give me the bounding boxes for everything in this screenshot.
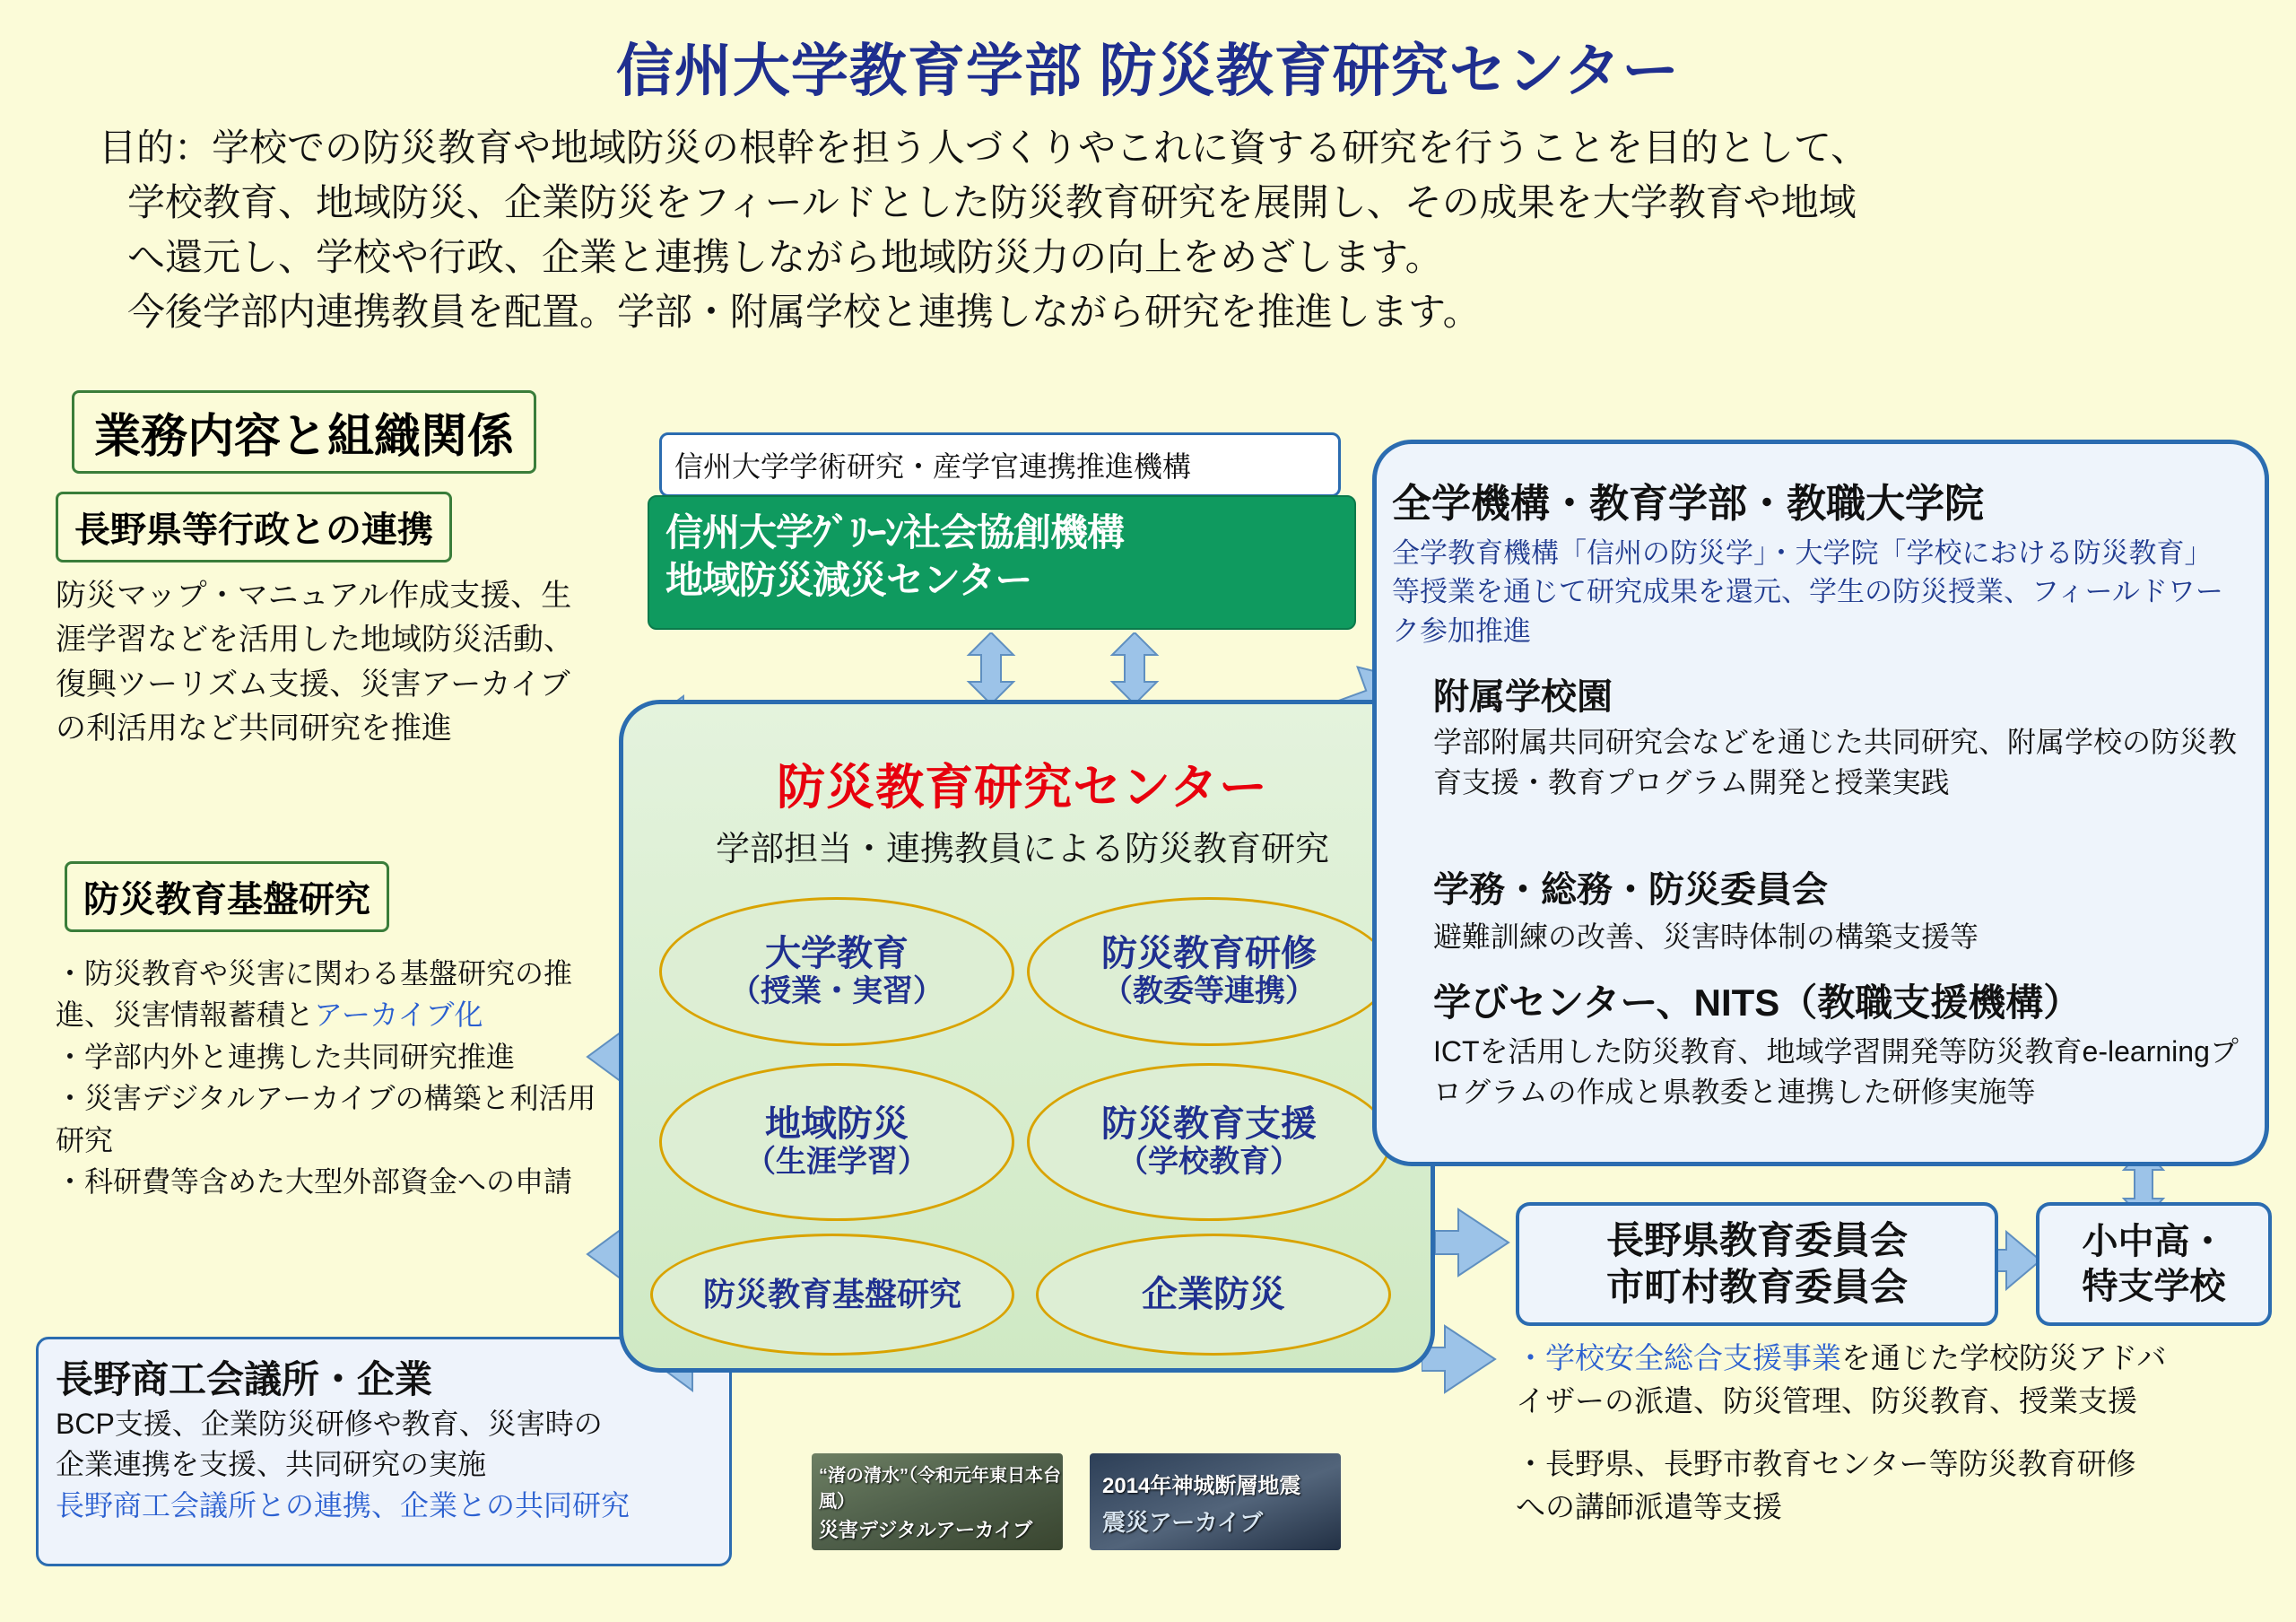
purpose-line-1: 目的：学校での防災教育や地域防災の根幹を担う人づくりやこれに資する研究を行うことを目的として、 [99,126,1869,169]
kyoiku-line2: 市町村教育委員会 [1605,1266,1908,1308]
thumb-0-caption-bottom: 災害デジタルアーカイブ [819,1519,1033,1541]
oval-1-line2: （教委等連携） [1102,974,1316,1009]
learning-center-title: 学びセンター、NITS（教職支援機構） [1433,981,2082,1024]
oval-dp-training [1027,897,1391,1046]
oval-dp-education-support [1027,1063,1391,1221]
kiban-line2: ・学部内外と連携した共同研究推進 [56,1040,516,1073]
kyoiku-line1: 長野県教育委員会 [1605,1218,1908,1261]
arrow-green-to-center-right [1103,632,1166,704]
school-line1: 小中高・ [2082,1222,2226,1261]
chamber-of-commerce-title: 長野商工会議所・企業 [56,1358,433,1400]
university-org-sub: 全学教育機構「信州の防災学」・大学院「学校における防災教育」等授業を通じて研究成果を還元、学生の防災授業、フィールドワーク参加推進 [1392,537,2223,647]
purpose-line-3: へ還元し、学校や行政、企業と連携しながら地域防災力の向上をめざします。 [127,235,1443,278]
thumb-0-caption-top: “渚の清水”（令和元年東日本台風） [819,1466,1061,1512]
thumb-1-caption-bottom: 震災アーカイブ [1102,1509,1264,1536]
green-society-center-box [648,495,1356,630]
oval-3-line1: 防災教育支援 [1101,1104,1317,1145]
oval-2-line1: 地域防災 [765,1104,909,1145]
center-subtitle: 学部担当・連携教員による防災教育研究 [715,831,1329,868]
shoko-line3: 長野商工会議所との連携、企業との共同研究 [56,1488,631,1522]
school-line2: 特支学校 [2082,1267,2226,1306]
thumbnail-disaster-digital-archive[interactable] [812,1453,1063,1550]
oval-1-line1: 防災教育研修 [1101,934,1317,974]
foundation-research-title: 防災教育基盤研究 [65,861,389,932]
thumb-1-caption-top: 2014年神城断層地震 [1102,1474,1301,1498]
kiban-line1a: ・防災教育や災害に関わる基盤研究の推進、災害情報蓄積と [56,957,573,1032]
lr-line4: への講師派遣等支援 [1516,1489,1782,1523]
oval-university-education [659,897,1014,1046]
oval-foundation-research: 防災教育基盤研究 [650,1234,1014,1356]
oval-3-line2: （学校教育） [1118,1145,1300,1180]
oval-community-dp [659,1063,1014,1221]
green-line1: 信州大学ｸﾞﾘｰﾝ社会協創機構 [665,511,1125,554]
admin-cooperation-title: 長野県等行政との連携 [56,492,452,562]
lr-line1a: ・学校安全総合支援事業 [1516,1341,1841,1374]
kiban-line3: ・災害デジタルアーカイブの構築と利活用研究 [56,1082,596,1156]
committees-title: 学務・総務・防災委員会 [1433,870,1828,910]
kiban-line4: ・科研費等含めた大型外部資金への申請 [56,1164,573,1198]
page-title: 信州大学教育学部 防災教育研究センター [615,39,1681,103]
oval-0-line2: （授業・実習） [730,974,944,1009]
education-board-body [1516,1337,2265,1528]
thumbnail-kamishiro-earthquake-archive[interactable] [1090,1453,1341,1550]
purpose-text [99,121,2188,340]
arrow-center-to-kyoiku [1435,1202,1516,1283]
learning-center-body: ICTを活用した防災教育、地域学習開発等防災教育e-learningプログラムの作成と県教委と連携した研修実施等 [1433,1035,2239,1108]
section-heading: 業務内容と組織関係 [72,390,536,474]
shoko-line2: 企業連携を支援、共同研究の実施 [56,1448,487,1481]
lr-line1b: を通じた学校防災アドバ [1841,1341,2167,1374]
university-research-org-box: 信州大学学術研究・産学官連携推進機構 [659,432,1341,497]
lr-line2: イザーの派遣、防災管理、防災教育、授業支援 [1516,1383,2137,1417]
affiliated-schools-body: 学部附属共同研究会などを通じた共同研究、附属学校の防災教育支援・教育プログラム開発と授業実践 [1433,726,2238,798]
chamber-of-commerce-body [56,1404,710,1526]
affiliated-schools-title: 附属学校園 [1433,677,1613,717]
university-org-title: 全学機構・教育学部・教職大学院 [1392,482,1984,526]
oval-corporate-dp: 企業防災 [1036,1234,1391,1356]
arrow-green-to-center-left [960,632,1022,704]
kiban-line1b: アーカイブ化 [314,998,483,1032]
education-board-box [1516,1202,1998,1326]
center-title: 防災教育研究センター [777,761,1268,815]
shoko-line1: BCP支援、企業防災研修や教育、災害時の [56,1408,603,1440]
green-line2: 地域防災減災センター [665,558,1032,601]
foundation-research-body [56,953,612,1202]
purpose-line-2: 学校教育、地域防災、企業防災をフィールドとした防災教育研究を展開し、その成果を大学教育や地域 [127,180,1857,223]
schools-box [2036,1202,2272,1326]
oval-2-line2: （生涯学習） [745,1145,928,1180]
oval-0-line1: 大学教育 [765,934,909,974]
purpose-line-4: 今後学部内連携教員を配置。学部・附属学校と連携しながら研究を推進します。 [127,290,1481,333]
committees-body: 避難訓練の改善、災害時体制の構築支援等 [1433,920,1979,953]
admin-cooperation-body: 防災マップ・マニュアル作成支援、生涯学習などを活用した地域防災活動、復興ツーリズム支援、災害アーカイブの利活用など共同研究を推進 [56,579,574,746]
lr-line3: ・長野県、長野市教育センター等防災教育研修 [1516,1446,2136,1480]
